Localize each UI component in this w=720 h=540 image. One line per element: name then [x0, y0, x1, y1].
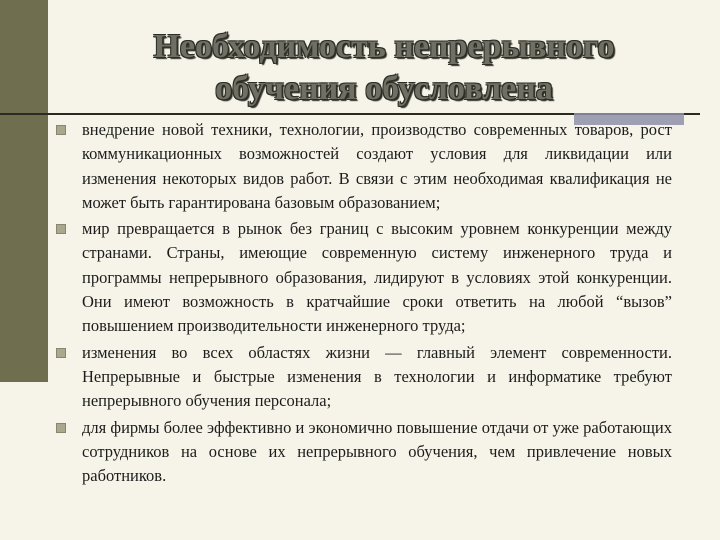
slide-title-line-2: обучения обусловлена — [215, 70, 553, 107]
bullet-text: внедрение новой техники, технологии, производство современных товаров, рост коммуникационных возможностей создают условия для ликвидации или изменения некоторых видов работ. В связи с этим необходимая квалификация не может быть гарантирована базовым образованием; — [82, 120, 672, 212]
slide-title — [48, 26, 720, 110]
slide-title-line-1: Необходимость непрерывного — [153, 28, 615, 65]
square-bullet-icon — [56, 423, 66, 433]
bullet-item — [54, 416, 672, 489]
left-decorative-band — [0, 0, 48, 382]
bullet-item — [54, 341, 672, 414]
bullet-text: изменения во всех областях жизни — главный элемент современности. Непрерывные и быстрые изменения в технологии и информатике требуют непрерывного обучения персонала; — [82, 342, 672, 411]
bullet-list — [54, 118, 672, 490]
bullet-item — [54, 217, 672, 338]
bullet-text: для фирмы более эффективно и экономично повышение отдачи от уже работающих сотрудников на основе их непрерывного обучения, чем привлечение новых работников. — [82, 417, 672, 486]
square-bullet-icon — [56, 348, 66, 358]
bullet-text: мир превращается в рынок без границ с высоким уровнем конкуренции между странами. Страны, имеющие современную систему инженерного труда и программы непрерывного образования, лидируют в условиях этой конкуренции. Они имеют возможность в кратчайшие сроки ответить на любой “вызов” повышением производительности инженерного труда; — [82, 219, 672, 336]
bullet-item — [54, 118, 672, 215]
square-bullet-icon — [56, 125, 66, 135]
square-bullet-icon — [56, 224, 66, 234]
